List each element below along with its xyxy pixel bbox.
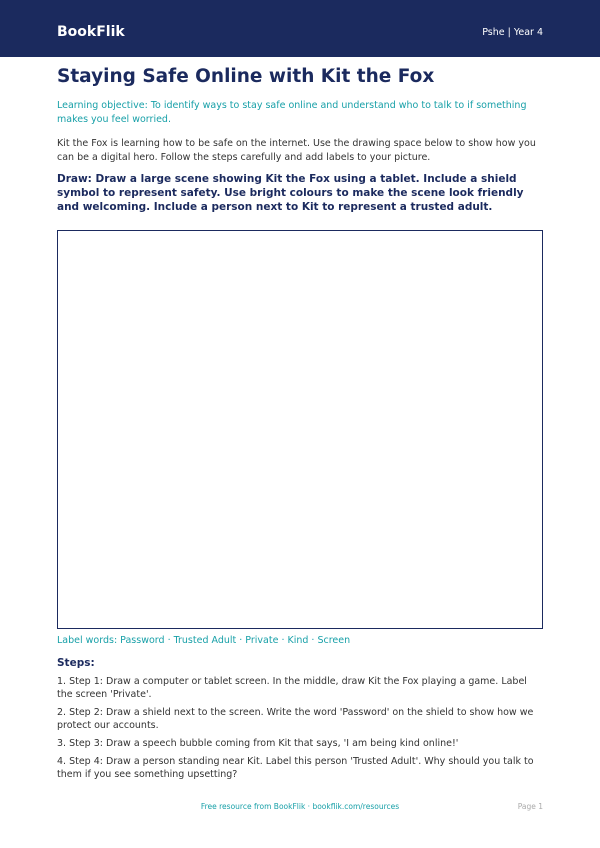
- steps-list: [57, 675, 544, 786]
- draw-instruction: Draw: Draw a large scene showing Kit the Fox using a tablet. Include a shield symbol to represent safety. Use bright colours to make the scene look friendly and welcoming. Include a person next to Kit to represent a trusted adult.: [57, 173, 524, 213]
- footer-resource-link[interactable]: Free resource from BookFlik · bookflik.com/resources: [200, 802, 400, 811]
- step-item: 1. Step 1: Draw a computer or tablet screen. In the middle, draw Kit the Fox playing a game. Label the screen 'Private'.: [57, 676, 527, 700]
- step-item: 4. Step 4: Draw a person standing near Kit. Label this person 'Trusted Adult'. Why should you talk to them if you see something upsetting?: [57, 756, 534, 780]
- subject-year-label: Pshe | Year 4: [482, 27, 543, 38]
- learning-objective: Learning objective: To identify ways to stay safe online and understand who to talk to if something makes you feel worried.: [57, 100, 527, 125]
- step-item: 3. Step 3: Draw a speech bubble coming from Kit that says, 'I am being kind online!': [57, 738, 459, 749]
- drawing-area[interactable]: [57, 230, 543, 629]
- page-title: Staying Safe Online with Kit the Fox: [57, 66, 435, 87]
- label-words: Label words: Password · Trusted Adult · Private · Kind · Screen: [57, 635, 351, 646]
- page-number: Page 1: [517, 802, 543, 811]
- intro-text: Kit the Fox is learning how to be safe on the internet. Use the drawing space below to show how you can be a digital hero. Follow the steps carefully and add labels to your picture.: [57, 138, 536, 163]
- brand-logo-text: BookFlik: [57, 24, 125, 40]
- page-header: [0, 0, 600, 57]
- steps-heading: Steps:: [57, 657, 95, 669]
- step-item: 2. Step 2: Draw a shield next to the screen. Write the word 'Password' on the shield to show how we protect our accounts.: [57, 707, 534, 731]
